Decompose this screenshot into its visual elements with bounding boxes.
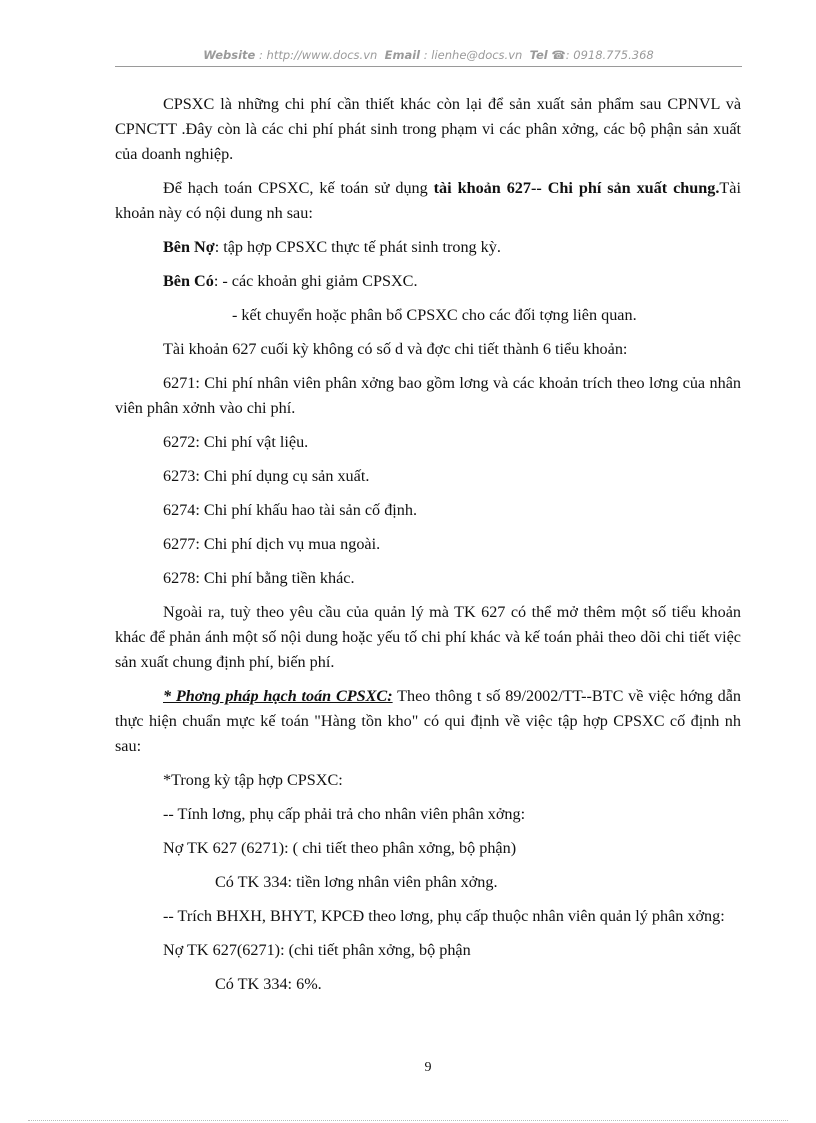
text-run: Tài khoản này có nội dung nh sau:	[115, 179, 741, 222]
text-run: Để hạch toán CPSXC, kế toán sử dụng	[163, 179, 434, 197]
paragraph-debit-627-2: Nợ TK 627(6271): (chi tiết phân xởng, bộ phận	[163, 941, 471, 959]
paragraph-6271: 6271: Chi phí nhân viên phân xởng bao gồm lơng và các khoản trích theo lơng của nhân viên phân xởnh vào chi phí.	[115, 374, 741, 417]
footer-divider	[28, 1120, 788, 1121]
debit-label: Bên Nợ	[163, 238, 215, 256]
text-run: Theo thông t số 89/2002/TT--BTC về việc hớng dẫn thực hiện chuẩn mực kế toán "Hàng tồn kho" có qui định về việc tập hợp CPSXC cố định nh sau:	[115, 687, 741, 755]
tel-value: : 0918.775.368	[565, 48, 654, 62]
paragraph-debit-627: Nợ TK 627 (6271): ( chi tiết theo phân xởng, bộ phận)	[163, 839, 517, 857]
paragraph-6278: 6278: Chi phí bằng tiền khác.	[163, 569, 355, 587]
paragraph-insurance: -- Trích BHXH, BHYT, KPCĐ theo lơng, phụ cấp thuộc nhân viên quản lý phân xởng:	[163, 907, 725, 925]
paragraph-debit-side	[115, 235, 741, 260]
credit-text: : - các khoản ghi giảm CPSXC.	[213, 272, 418, 290]
page-header	[115, 48, 742, 62]
paragraph-credit-334-2: Có TK 334: 6%.	[215, 975, 322, 993]
telephone-icon: ☎	[551, 48, 566, 62]
paragraph-6277: 6277: Chi phí dịch vụ mua ngoài.	[163, 535, 381, 553]
account-627-title: tài khoản 627-- Chi phí sản xuất chung.	[433, 179, 720, 197]
paragraph-credit-334: Có TK 334: tiền lơng nhân viên phân xởng.	[215, 873, 498, 891]
paragraph-6274: 6274: Chi phí khấu hao tài sản cố định.	[163, 501, 418, 519]
debit-text: : tập hợp CPSXC thực tế phát sinh trong kỳ.	[214, 238, 501, 256]
paragraph-cpsxc-definition: CPSXC là những chi phí cần thiết khác còn lại để sản xuất sản phẩm sau CPNVL và CPNCTT .Đây còn là các chi phí phát sinh trong phạm vi các phân xởng, các bộ phận sản xuất của doanh nghiệp.	[115, 95, 741, 163]
paragraph-sub-accounts: Tài khoản 627 cuối kỳ không có số d và đợc chi tiết thành 6 tiểu khoản:	[163, 340, 628, 358]
document-body	[115, 92, 741, 1006]
website-label: Website	[203, 48, 256, 62]
website-value: : http://www.docs.vn	[259, 48, 378, 62]
paragraph-6273: 6273: Chi phí dụng cụ sản xuất.	[163, 467, 370, 485]
paragraph-credit-side	[115, 269, 741, 294]
header-divider	[115, 66, 742, 67]
email-label: Email	[384, 48, 421, 62]
paragraph-additional: Ngoài ra, tuỳ theo yêu cầu của quản lý mà TK 627 có thể mở thêm một số tiểu khoản khác để phản ánh một số nội dung hoặc yếu tố chi phí khác và kế toán phải theo dõi chi tiết việc sản xuất chung định phí, biến phí.	[115, 603, 741, 671]
page-number: 9	[424, 1060, 432, 1075]
paragraph-6272: 6272: Chi phí vật liệu.	[163, 433, 309, 451]
paragraph-salary: -- Tính lơng, phụ cấp phải trả cho nhân viên phân xởng:	[163, 805, 526, 823]
paragraph-period: *Trong kỳ tập hợp CPSXC:	[163, 771, 343, 789]
paragraph-credit-side-2: - kết chuyển hoặc phân bổ CPSXC cho các đối tợng liên quan.	[232, 306, 637, 324]
credit-label: Bên Có	[163, 272, 214, 290]
paragraph-method	[115, 684, 741, 759]
paragraph-account-627	[115, 176, 741, 226]
tel-label: Tel	[529, 48, 548, 62]
method-heading: * Phơng pháp hạch toán CPSXC:	[163, 687, 393, 705]
email-value: : lienhe@docs.vn	[423, 48, 523, 62]
